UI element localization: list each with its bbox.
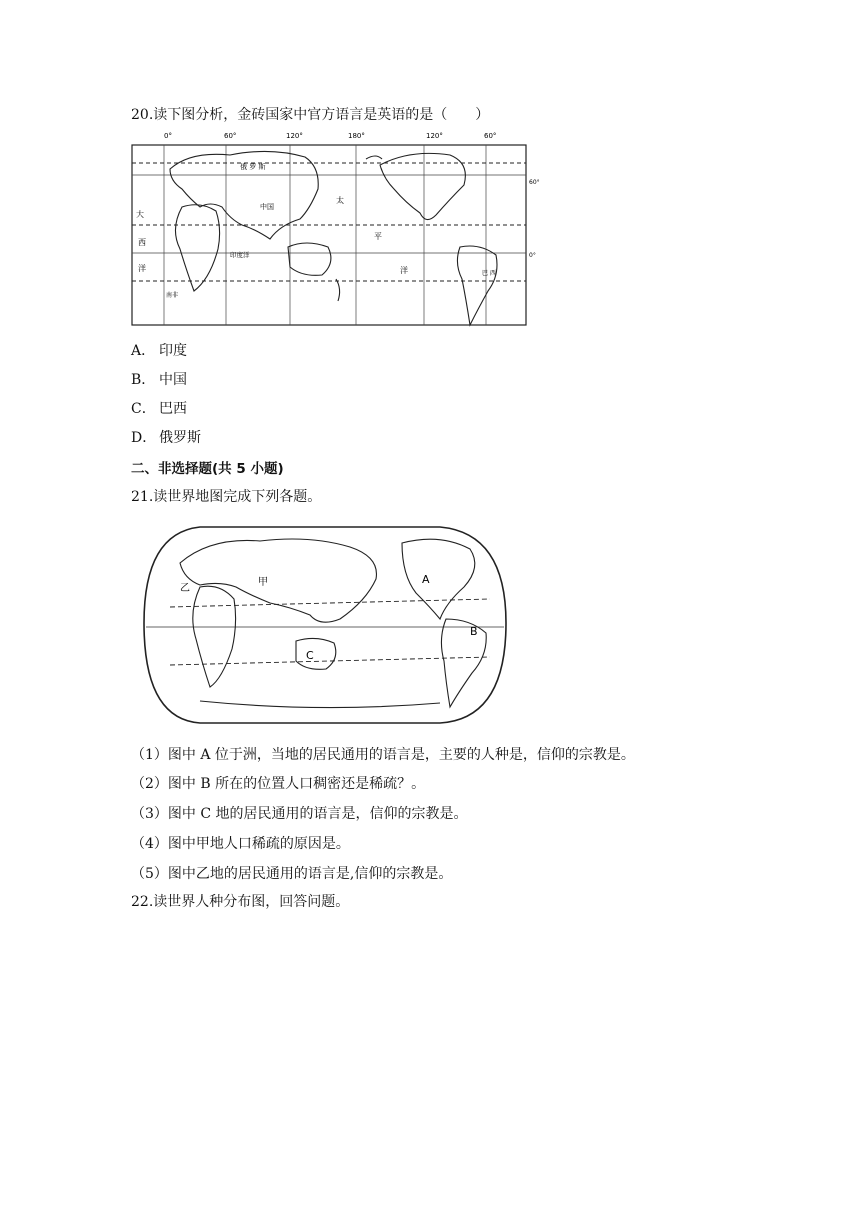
longitude-label: 180° [348, 132, 365, 140]
question-21-stem: 21.读世界地图完成下列各题。 [131, 489, 322, 505]
map-label-yi: 乙 [180, 583, 190, 594]
map-label-china: 中国 [260, 203, 274, 211]
question-20-stem: 20.读下图分析，金砖国家中官方语言是英语的是（ ） [131, 107, 490, 123]
world-map-brics [130, 129, 540, 329]
question-21-sub-4: （4）图中甲地人口稀疏的原因是。 [131, 836, 350, 852]
continent-outlines [180, 539, 486, 708]
map-label-b: B [470, 625, 478, 638]
map-label-atlantic-2: 西 [138, 238, 146, 247]
map-label-pacific-3: 洋 [400, 266, 408, 275]
map-label-jia: 甲 [258, 577, 268, 588]
option-text: 印度 [159, 343, 187, 359]
map-label-atlantic-1: 大 [136, 210, 144, 219]
option-text: 巴西 [159, 401, 187, 417]
option-b[interactable] [131, 369, 187, 389]
option-letter: D． [131, 430, 157, 446]
continent-outlines [170, 151, 497, 325]
map-frame [132, 145, 526, 325]
latitude-label: 60° [529, 179, 540, 186]
map-label-c: C [306, 649, 314, 662]
question-21-sub-3: （3）图中 C 地的居民通用的语言是，信仰的宗教是。 [131, 806, 468, 822]
map-label-south-africa: 南非 [166, 292, 179, 299]
longitude-label: 120° [286, 132, 303, 140]
option-text: 中国 [159, 372, 187, 388]
option-letter: A． [131, 343, 156, 359]
question-22-stem: 22.读世界人种分布图，回答问题。 [131, 894, 350, 910]
map-label-russia: 俄 罗 斯 [240, 163, 266, 171]
map-oval-frame [144, 527, 506, 723]
latitude-label: 0° [529, 252, 536, 259]
option-a[interactable] [131, 340, 187, 360]
question-21-sub-2: （2）图中 B 所在的位置人口稠密还是稀疏？。 [131, 776, 426, 792]
section-heading: 二、非选择题(共 5 小题) [131, 461, 284, 477]
map-label-brazil: 巴 西 [482, 270, 496, 277]
longitude-label: 60° [484, 132, 497, 140]
map-grid [132, 145, 526, 325]
map-label-a: A [422, 573, 430, 586]
world-map-oval [140, 523, 510, 728]
longitude-label: 60° [224, 132, 237, 140]
longitude-label: 0° [164, 132, 172, 140]
option-text: 俄罗斯 [159, 430, 201, 446]
map-label-indian-ocean: 印度洋 [230, 251, 250, 259]
question-21-sub-1: （1）图中 A 位于洲，当地的居民通用的语言是，主要的人种是，信仰的宗教是。 [131, 747, 635, 763]
question-21-sub-5: （5）图中乙地的居民通用的语言是,信仰的宗教是。 [131, 866, 453, 882]
option-letter: C． [131, 401, 156, 417]
option-d[interactable] [131, 427, 201, 447]
option-letter: B． [131, 372, 156, 388]
map-label-pacific-1: 太 [336, 196, 344, 205]
option-c[interactable] [131, 398, 187, 418]
map-label-pacific-2: 平 [374, 232, 382, 241]
longitude-label: 120° [426, 132, 443, 140]
map-label-atlantic-3: 洋 [138, 264, 146, 273]
